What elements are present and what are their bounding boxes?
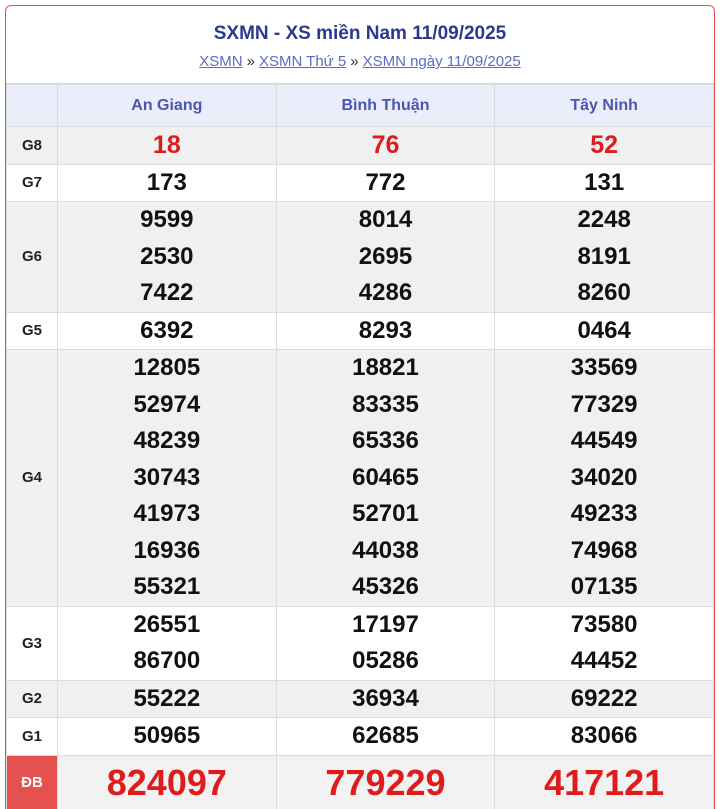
prize-row-g3 bbox=[7, 606, 714, 680]
prize-number: 76 bbox=[371, 131, 400, 159]
prize-number: 8260 bbox=[577, 279, 631, 306]
prize-number: 8293 bbox=[358, 316, 413, 344]
breadcrumb-link-xsmn[interactable]: XSMN bbox=[199, 53, 243, 70]
prize-row-g7 bbox=[7, 164, 714, 202]
prize-row-g5 bbox=[7, 312, 714, 350]
prize-cell bbox=[495, 312, 714, 350]
prize-label: G8 bbox=[7, 127, 58, 165]
prize-row-g2 bbox=[7, 680, 714, 718]
prize-cell bbox=[58, 127, 277, 165]
prize-cell bbox=[495, 350, 714, 607]
prize-number: 52 bbox=[590, 131, 619, 159]
prize-number: 69222 bbox=[570, 684, 638, 712]
breadcrumb-link-thu5[interactable]: XSMN Thứ 5 bbox=[258, 53, 347, 70]
prize-number: 8014 bbox=[358, 206, 413, 233]
prize-cell bbox=[276, 127, 495, 165]
prize-cell bbox=[58, 312, 277, 350]
prize-cell bbox=[58, 350, 277, 607]
prize-number: 55321 bbox=[133, 573, 201, 600]
prize-number: 824097 bbox=[106, 761, 227, 803]
prize-number: 52974 bbox=[133, 390, 201, 418]
prize-number: 44452 bbox=[570, 647, 638, 674]
prize-number: 34020 bbox=[570, 463, 638, 491]
prize-number: 52701 bbox=[352, 500, 419, 527]
prize-cell bbox=[276, 164, 495, 202]
prize-cell bbox=[58, 755, 277, 809]
prize-cell bbox=[495, 755, 714, 809]
prize-number: 83066 bbox=[570, 722, 638, 749]
header-corner bbox=[7, 85, 58, 127]
prize-number: 48239 bbox=[133, 427, 201, 454]
prize-cell bbox=[495, 202, 714, 313]
breadcrumb-separator: » bbox=[350, 53, 359, 70]
prize-cell bbox=[58, 606, 277, 680]
prize-number: 74968 bbox=[570, 536, 638, 564]
prize-cell bbox=[58, 718, 277, 756]
prize-number: 18 bbox=[152, 131, 181, 159]
prize-row-g4 bbox=[7, 350, 714, 607]
prize-number: 16936 bbox=[133, 536, 201, 564]
prize-number: 17197 bbox=[352, 610, 419, 638]
prize-cell bbox=[495, 606, 714, 680]
prize-number: 779229 bbox=[325, 761, 446, 803]
prize-number: 30743 bbox=[133, 463, 201, 491]
prize-number: 0464 bbox=[577, 316, 631, 344]
prize-number: 60465 bbox=[352, 463, 419, 491]
prize-cell bbox=[276, 755, 495, 809]
prize-number: 50965 bbox=[133, 722, 201, 749]
prize-number: 173 bbox=[146, 168, 187, 196]
prize-number: 65336 bbox=[352, 427, 419, 454]
prize-number: 83335 bbox=[352, 390, 419, 418]
prize-cell bbox=[276, 350, 495, 607]
province-header[interactable]: An Giang bbox=[58, 85, 277, 127]
prize-label: G6 bbox=[7, 202, 58, 313]
prize-number: 12805 bbox=[133, 354, 201, 381]
prize-number: 772 bbox=[365, 168, 406, 196]
prize-cell bbox=[58, 680, 277, 718]
prize-cell bbox=[276, 718, 495, 756]
prize-label: G4 bbox=[7, 350, 58, 607]
prize-cell bbox=[276, 680, 495, 718]
prize-number: 2248 bbox=[577, 206, 631, 233]
prize-row-g8 bbox=[7, 127, 714, 165]
prize-number: 73580 bbox=[570, 610, 638, 638]
prize-cell bbox=[495, 718, 714, 756]
prize-label: G2 bbox=[7, 680, 58, 718]
prize-number: 2695 bbox=[358, 242, 413, 270]
province-header[interactable]: Tây Ninh bbox=[495, 85, 714, 127]
prize-number: 41973 bbox=[133, 500, 201, 527]
prize-number: 18821 bbox=[352, 354, 419, 381]
breadcrumb bbox=[6, 53, 714, 71]
prize-label: ĐB bbox=[7, 755, 58, 809]
prize-cell bbox=[495, 164, 714, 202]
prize-number: 2530 bbox=[140, 242, 194, 270]
prize-cell bbox=[276, 202, 495, 313]
results-card bbox=[5, 5, 715, 809]
prize-number: 131 bbox=[584, 168, 625, 196]
prize-number: 9599 bbox=[140, 206, 194, 233]
prize-cell bbox=[276, 606, 495, 680]
prize-number: 417121 bbox=[544, 761, 665, 803]
prize-label: G7 bbox=[7, 164, 58, 202]
prize-number: 55222 bbox=[133, 684, 201, 712]
prize-number: 36934 bbox=[352, 684, 419, 712]
prize-cell bbox=[58, 202, 277, 313]
prize-number: 86700 bbox=[133, 647, 201, 674]
prize-number: 05286 bbox=[352, 647, 419, 674]
prize-number: 6392 bbox=[140, 316, 194, 344]
breadcrumb-separator: » bbox=[246, 53, 255, 70]
prize-cell bbox=[276, 312, 495, 350]
prize-cell bbox=[495, 127, 714, 165]
prize-number: 44038 bbox=[352, 536, 419, 564]
province-header-row bbox=[7, 85, 714, 127]
prize-cell bbox=[495, 680, 714, 718]
page-title: SXMN - XS miền Nam 11/09/2025 bbox=[213, 23, 507, 44]
prize-cell bbox=[58, 164, 277, 202]
province-header[interactable]: Bình Thuận bbox=[276, 85, 495, 127]
prize-number: 77329 bbox=[570, 390, 638, 418]
prize-number: 45326 bbox=[352, 573, 419, 600]
prize-number: 33569 bbox=[570, 354, 638, 381]
prize-number: 7422 bbox=[140, 279, 194, 306]
prize-row-special bbox=[7, 755, 714, 809]
prize-number: 49233 bbox=[570, 500, 638, 527]
prize-number: 26551 bbox=[133, 610, 201, 638]
prize-label: G1 bbox=[7, 718, 58, 756]
prize-label: G3 bbox=[7, 606, 58, 680]
prize-row-g6 bbox=[7, 202, 714, 313]
breadcrumb-link-date[interactable]: XSMN ngày 11/09/2025 bbox=[362, 53, 521, 70]
results-table bbox=[6, 84, 714, 809]
prize-number: 44549 bbox=[570, 427, 638, 454]
prize-label: G5 bbox=[7, 312, 58, 350]
prize-number: 8191 bbox=[577, 242, 631, 270]
prize-number: 62685 bbox=[352, 722, 419, 749]
results-header bbox=[6, 6, 714, 84]
prize-number: 4286 bbox=[358, 279, 413, 306]
prize-number: 07135 bbox=[570, 573, 638, 600]
prize-row-g1 bbox=[7, 718, 714, 756]
